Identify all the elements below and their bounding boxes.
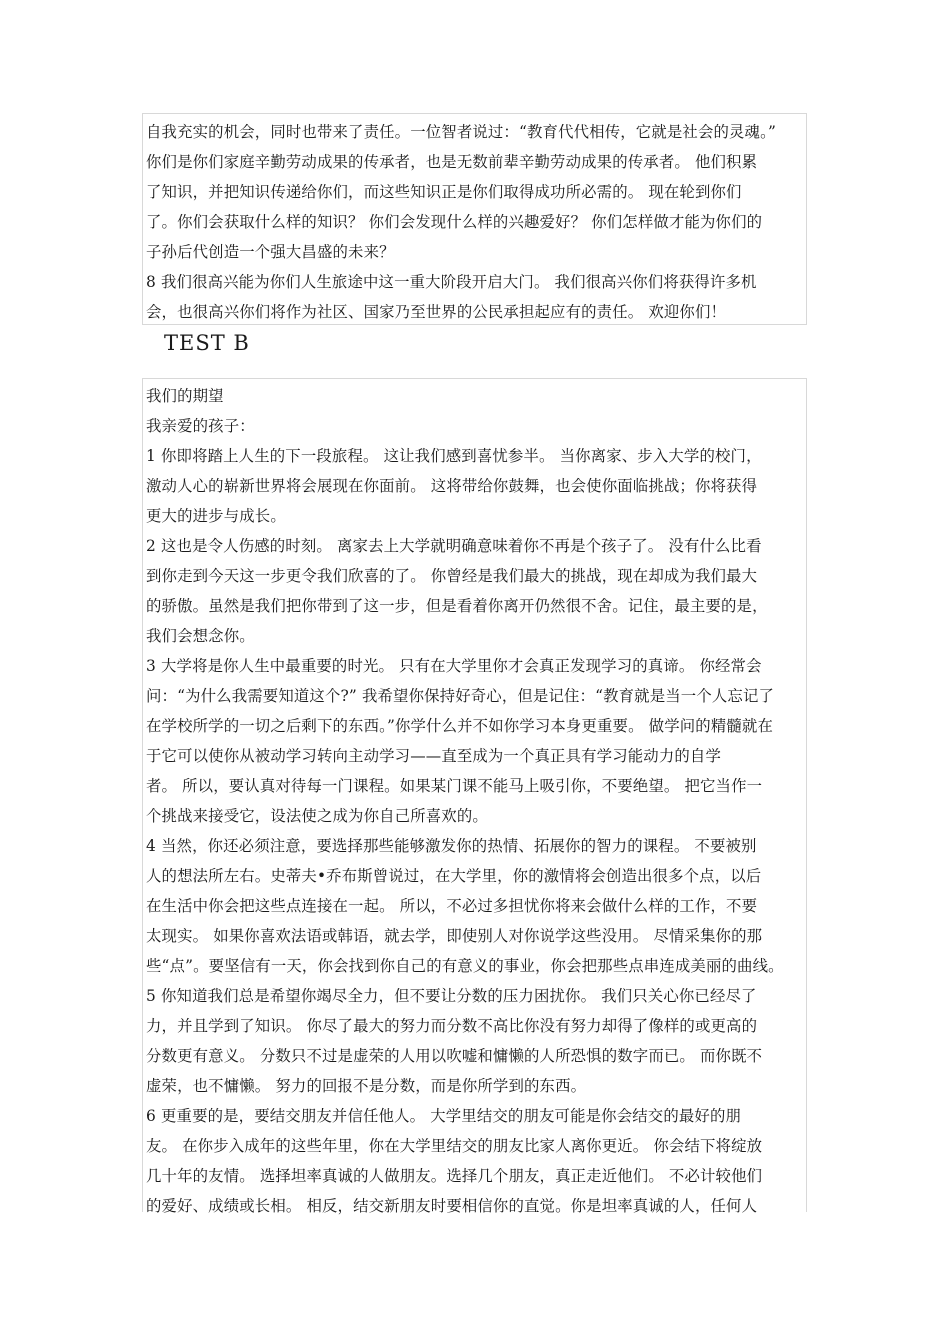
- text-line: 到你走到今天这一步更令我们欣喜的了。 你曾经是我们最大的挑战，现在却成为我们最大: [146, 567, 758, 585]
- text-line: 自我充实的机会，同时也带来了责任。一位智者说过：“教育代代相传，它就是社会的灵魂。”: [146, 123, 776, 141]
- text-line: 6 更重要的是，要结交朋友并信任他人。 大学里结交的朋友可能是你会结交的最好的朋: [146, 1107, 742, 1125]
- text-line: 个挑战来接受它，设法使之成为你自己所喜欢的。: [146, 807, 488, 825]
- text-line: 的骄傲。虽然是我们把你带到了这一步，但是看着你离开仍然很不舍。记住，最主要的是，: [146, 597, 768, 615]
- text-line: 激动人心的崭新世界将会展现在你面前。 这将带给你鼓舞，也会使你面临挑战；你将获得: [146, 477, 758, 495]
- text-line: 2 这也是令人伤感的时刻。 离家去上大学就明确意味着你不再是个孩子了。 没有什么比看: [146, 537, 762, 555]
- text-line: 3 大学将是你人生中最重要的时光。 只有在大学里你才会真正发现学习的真谛。 你经常会: [146, 657, 762, 675]
- text-line: 在学校所学的一切之后剩下的东西。”你学什么并不如你学习本身更重要。 做学问的精髓就在: [146, 717, 773, 735]
- text-block-1: [142, 113, 807, 325]
- text-line: 力，并且学到了知识。 你尽了最大的努力而分数不高比你没有努力却得了像样的或更高的: [146, 1017, 758, 1035]
- text-line: 会，也很高兴你们将作为社区、国家乃至世界的公民承担起应有的责任。 欢迎你们！: [146, 303, 727, 321]
- text-line: 子孙后代创造一个强大昌盛的未来？: [146, 243, 395, 261]
- text-line: 于它可以使你从被动学习转向主动学习——直至成为一个真正具有学习能动力的自学: [146, 747, 722, 765]
- text-line: 4 当然，你还必须注意，要选择那些能够激发你的热情、拓展你的智力的课程。 不要被别: [146, 837, 757, 855]
- text-line: 者。 所以，要认真对待每一门课程。如果某门课不能马上吸引你，不要绝望。 把它当作一: [146, 777, 763, 795]
- text-line: 虚荣，也不慵懒。 努力的回报不是分数，而是你所学到的东西。: [146, 1077, 587, 1095]
- text-line: 几十年的友情。 选择坦率真诚的人做朋友。选择几个朋友，真正走近他们。 不必计较他们: [146, 1167, 763, 1185]
- text-line: 在生活中你会把这些点连接在一起。 所以，不必过多担忧你将来会做什么样的工作，不要: [146, 897, 758, 915]
- text-line: 我们会想念你。: [146, 627, 255, 645]
- section-heading: TEST B: [164, 331, 250, 355]
- text-line: 了。你们会获取什么样的知识？ 你们会发现什么样的兴趣爱好？ 你们怎样做才能为你们的: [146, 213, 763, 231]
- text-line: 了知识，并把知识传递给你们，而这些知识正是你们取得成功所必需的。 现在轮到你们: [146, 183, 742, 201]
- text-line: 友。 在你步入成年的这些年里，你在大学里结交的朋友比家人离你更近。 你会结下将绽放: [146, 1137, 763, 1155]
- text-line: 8 我们很高兴能为你们人生旅途中这一重大阶段开启大门。 我们很高兴你们将获得许多机: [146, 273, 757, 291]
- text-line: 更大的进步与成长。: [146, 507, 286, 525]
- text-line: 你们是你们家庭辛勤劳动成果的传承者，也是无数前辈辛勤劳动成果的传承者。 他们积累: [146, 153, 758, 171]
- text-line: 我们的期望: [146, 387, 224, 405]
- text-line: 分数更有意义。 分数只不过是虚荣的人用以吹嘘和慵懒的人所恐惧的数字而已。 而你既不: [146, 1047, 763, 1065]
- text-line: 问：“为什么我需要知道这个?” 我希望你保持好奇心，但是记住：“教育就是当一个人忘记了: [146, 687, 775, 705]
- text-line: 1 你即将踏上人生的下一段旅程。 这让我们感到喜忧参半。 当你离家、步入大学的校门，: [146, 447, 762, 465]
- text-line: 太现实。 如果你喜欢法语或韩语，就去学，即使别人对你说学这些没用。 尽情采集你的那: [146, 927, 763, 945]
- text-line: 的爱好、成绩或长相。 相反，结交新朋友时要相信你的直觉。你是坦率真诚的人，任何人: [146, 1197, 758, 1215]
- text-line: 我亲爱的孩子：: [146, 417, 255, 435]
- text-line: 人的想法所左右。史蒂夫•乔布斯曾说过，在大学里，你的激情将会创造出很多个点，以后: [146, 867, 762, 885]
- text-line: 5 你知道我们总是希望你竭尽全力，但不要让分数的压力困扰你。 我们只关心你已经尽了: [146, 987, 757, 1005]
- text-line: 些“点”。要坚信有一天，你会找到你自己的有意义的事业，你会把那些点串连成美丽的曲线。: [146, 957, 784, 975]
- text-block-2: [142, 378, 807, 1215]
